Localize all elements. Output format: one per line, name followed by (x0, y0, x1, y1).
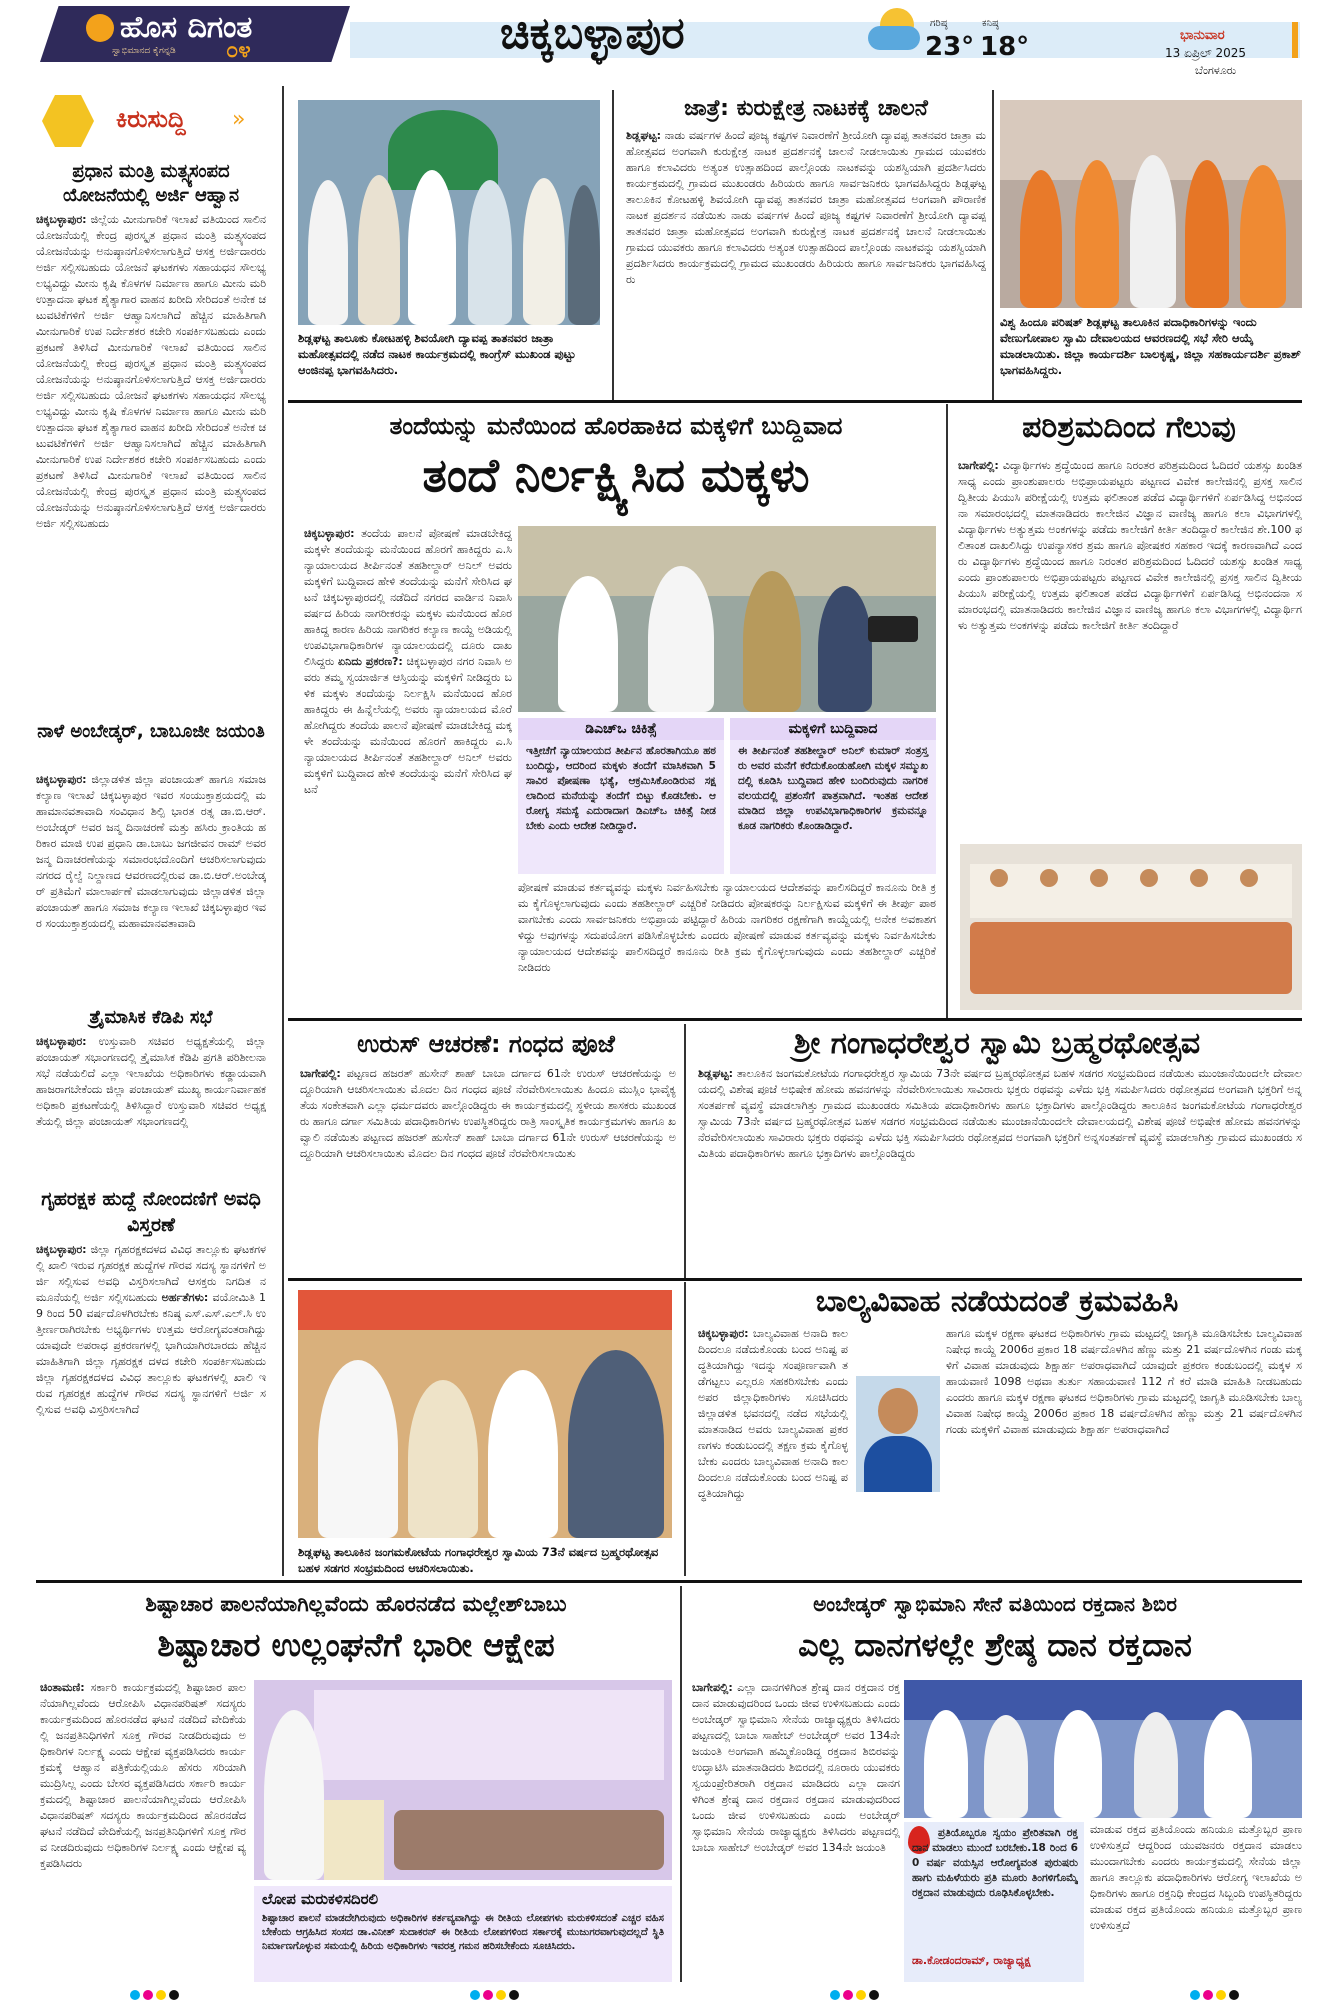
photo-caption: ಶಿಡ್ಲಘಟ್ಟ ತಾಲೂಕಿನ ಜಂಗಮಕೋಟೆಯ ಗಂಗಾಧರೇಶ್ವರ ಸ್ವಾಮಿಯ 73ನೆ ವರ್ಷದ ಬ್ರಹ್ಮರಥೋತ್ಸವ ಬಹಳ ಸಡಗರ ಸಂಭ್ರಮದಿಂದ ಆಚರಿಸಲಾಯಿತು. (298, 1545, 659, 1575)
reg-dot-magenta (143, 1990, 153, 2000)
person (318, 1360, 398, 1538)
person (468, 180, 512, 325)
max-temp-label: ಗರಿಷ್ಠ (930, 18, 948, 29)
column-divider (946, 404, 948, 1018)
person (523, 178, 565, 325)
story-body: ಬಾಗೇಪಲ್ಲಿ: ವಿದ್ಯಾರ್ಥಿಗಳು ಶ್ರದ್ಧೆಯಿಂದ ಹಾಗೂ ನಿರಂತರ ಪರಿಶ್ರಮದಿಂದ ಓದಿದರೆ ಯಶಸ್ಸು ಖಂಡಿತ ಸಾಧ್ಯ ಎಂದು ಪ್ರಾಂಶುಪಾಲರು ಅಭಿಪ್ರಾಯಪಟ್ಟರು ಪಟ್ಟಣದ ವಿವೇಕ ಕಾಲೇಜಿನಲ್ಲಿ ಪ್ರಸಕ್ತ ಸಾಲಿನ ದ್ವಿತೀಯ ಪಿಯುಸಿ ಪರೀಕ್ಷೆಯಲ್ಲಿ ಉತ್ತಮ ಫಲಿತಾಂಶ ಪಡೆದ ವಿದ್ಯಾರ್ಥಿಗಳಿಗೆ ಏರ್ಪಡಿಸಿದ್ದ ಅಭಿನಂದನಾ ಸಮಾರಂಭದಲ್ಲಿ ಮಾತನಾಡಿದರು ಕಾಲೇಜಿನ ವಿಜ್ಞಾನ ವಾಣಿಜ್ಯ ಹಾಗೂ ಕಲಾ ವಿಭಾಗಗಳಲ್ಲಿ ವಿದ್ಯಾರ್ಥಿಗಳು ಅತ್ಯುತ್ತಮ ಅಂಕಗಳನ್ನು ಪಡೆದು ಕಾಲೇಜಿಗೆ ಕೀರ್ತಿ ತಂದಿದ್ದಾರೆ ಕಾಲೇಜಿನ ಶೇ.100 ಫಲಿತಾಂಶ ದಾಖಲಿಸಿದ್ದು ಉಪನ್ಯಾಸಕರ ಶ್ರಮ ಹಾಗೂ ಪೋಷಕರ ಸಹಕಾರ ಇದಕ್ಕೆ ಕಾರಣವಾಗಿದೆ ಎಂದರು ವಿದ್ಯಾರ್ಥಿಗಳು ಶ್ರದ್ಧೆಯಿಂದ ಹಾಗೂ ನಿರಂತರ ಪರಿಶ್ರಮದಿಂದ ಓದಿದರೆ ಯಶಸ್ಸು ಖಂಡಿತ ಸಾಧ್ಯ ಎಂದು ಪ್ರಾಂಶುಪಾಲರು ಅಭಿಪ್ರಾಯಪಟ್ಟರು ಪಟ್ಟಣದ ವಿವೇಕ ಕಾಲೇಜಿನಲ್ಲಿ ಪ್ರಸಕ್ತ ಸಾಲಿನ ದ್ವಿತೀಯ ಪಿಯುಸಿ ಪರೀಕ್ಷೆಯಲ್ಲಿ ಉತ್ತಮ ಫಲಿತಾಂಶ ಪಡೆದ ವಿದ್ಯಾರ್ಥಿಗಳಿಗೆ ಏರ್ಪಡಿಸಿದ್ದ ಅಭಿನಂದನಾ ಸಮಾರಂಭದಲ್ಲಿ ಮಾತನಾಡಿದರು ಕಾಲೇಜಿನ ವಿಜ್ಞಾನ ವಾಣಿಜ್ಯ ಹಾಗೂ ಕಲಾ ವಿಭಾಗಗಳಲ್ಲಿ ವಿದ್ಯಾರ್ಥಿಗಳು ಅತ್ಯುತ್ತಮ ಅಂಕಗಳನ್ನು ಪಡೆದು ಕಾಲೇಜಿಗೆ ಕೀರ್ತಿ ತಂದಿದ್ದಾರೆ (958, 459, 1302, 632)
section-rule (36, 1580, 1302, 1583)
column-divider (684, 1024, 686, 1278)
min-temp: 18° (980, 32, 1030, 62)
bottom-kicker: ಶಿಷ್ಟಾಚಾರ ಪಾಲನೆಯಾಗಿಲ್ಲವೆಂದು ಹೊರನಡೆದ ಮಲ್ಲೇಶ್‌ಬಾಬು (145, 1592, 567, 1616)
person (488, 1370, 558, 1538)
reg-dot-black (509, 1990, 519, 2000)
bottom-headline: ಶಿಷ್ಟಾಚಾರ ಉಲ್ಲಂಘನೆಗೆ ಭಾರೀ ಆಕ್ಷೇಪ (157, 1626, 555, 1664)
lead-body: ಚಿಕ್ಕಬಳ್ಳಾಪುರ: ತಂದೆಯ ಪಾಲನೆ ಪೋಷಣೆ ಮಾಡಬೇಕಿದ್ದ ಮಕ್ಕಳೇ ತಂದೆಯನ್ನು ಮನೆಯಿಂದ ಹೊರಗೆ ಹಾಕಿದ್ದರು ಎ.ಸಿ ನ್ಯಾಯಾಲಯದ ತೀರ್ಪಿನಂತೆ ತಹಶೀಲ್ದಾರ್ ಅನಿಲ್ ಅವರು ಮಕ್ಕಳಿಗೆ ಬುದ್ದಿವಾದ ಹೇಳಿ ತಂದೆಯನ್ನು ಮನೆಗೆ ಸೇರಿಸಿದ ಘಟನೆ ಚಿಕ್ಕಬಳ್ಳಾಪುರದಲ್ಲಿ ನಡೆದಿದೆ ನಗರದ ವಾರ್ಡಿನ ನಿವಾಸಿ ವರ್ಷದ ಹಿರಿಯ ನಾಗರೀಕರನ್ನು ಮಕ್ಕಳು ಮನೆಯಿಂದ ಹೊರಹಾಕಿದ್ದ ಕಾರಣ ಹಿರಿಯ ನಾಗರಿಕರ ಕಲ್ಯಾಣ ಕಾಯ್ದೆ ಅಡಿಯಲ್ಲಿ ಉಪವಿಭಾಗಾಧಿಕಾರಿಗಳ ನ್ಯಾಯಾಲಯದಲ್ಲಿ ದೂರು ದಾಖಲಿಸಿದ್ದರು ಏನಿದು ಪ್ರಕರಣ?: ಚಿಕ್ಕಬಳ್ಳಾಪುರ ನಗರ ನಿವಾಸಿ ಅವರು ತಮ್ಮ ಸ್ವಯಾರ್ಜಿತ ಆಸ್ತಿಯನ್ನು ಮಕ್ಕಳಿಗೆ ನೀಡಿದ್ದರು ಬಳಿಕ ಮಕ್ಕಳು ತಂದೆಯನ್ನು ನಿರ್ಲಕ್ಷಿಸಿ ಮನೆಯಿಂದ ಹೊರಹಾಕಿದ್ದರು ಈ ಹಿನ್ನೆಲೆಯಲ್ಲಿ ಅವರು ನ್ಯಾಯಾಲಯದ ಮೊರೆ ಹೋಗಿದ್ದರು ತಂದೆಯ ಪಾಲನೆ ಪೋಷಣೆ ಮಾಡಬೇಕಿದ್ದ ಮಕ್ಕಳೇ ತಂದೆಯನ್ನು ಮನೆಯಿಂದ ಹೊರಗೆ ಹಾಕಿದ್ದರು ಎ.ಸಿ ನ್ಯಾಯಾಲಯದ ತೀರ್ಪಿನಂತೆ ತಹಶೀಲ್ದಾರ್ ಅನಿಲ್ ಅವರು ಮಕ್ಕಳಿಗೆ ಬುದ್ದಿವಾದ ಹೇಳಿ ತಂದೆಯನ್ನು ಮನೆಗೆ ಸೇರಿಸಿದ ಘಟನೆ (304, 527, 512, 796)
speaker (264, 1710, 324, 1880)
chevron-right-icon: » (232, 107, 246, 132)
front-row (970, 922, 1292, 994)
quote-box (904, 1822, 1084, 1982)
reg-dot-cyan (1190, 1990, 1200, 2000)
head (1240, 869, 1258, 887)
person (408, 170, 456, 325)
head (1190, 869, 1208, 887)
info-box-dho (518, 718, 724, 874)
bottom-headline: ಎಲ್ಲ ದಾನಗಳಲ್ಲೇ ಶ್ರೇಷ್ಠ ದಾನ ರಕ್ತದಾನ (798, 1626, 1192, 1664)
story-title: ಪರಿಶ್ರಮದಿಂದ ಗೆಲುವು (1022, 410, 1236, 445)
story-body: ಚಿಂತಾಮಣಿ: ಸರ್ಕಾರಿ ಕಾರ್ಯಕ್ರಮದಲ್ಲಿ ಶಿಷ್ಟಾಚಾರ ಪಾಲನೆಯಾಗಿಲ್ಲವೆಂದು ಆರೋಪಿಸಿ ವಿಧಾನಪರಿಷತ್ ಸದಸ್ಯರು ಕಾರ್ಯಕ್ರಮದಿಂದ ಹೊರನಡೆದ ಘಟನೆ ನಡೆದಿದೆ ವೇದಿಕೆಯಲ್ಲಿ ಜನಪ್ರತಿನಿಧಿಗಳಿಗೆ ಸೂಕ್ತ ಗೌರವ ನೀಡದಿರುವುದು ಅಧಿಕಾರಿಗಳ ನಿರ್ಲಕ್ಷ್ಯ ಎಂದು ಆಕ್ಷೇಪ ವ್ಯಕ್ತಪಡಿಸಿದರು ಕಾರ್ಯಕ್ರಮಕ್ಕೆ ಆಹ್ವಾನ ಪತ್ರಿಕೆಯಲ್ಲಿಯೂ ಹೆಸರು ಸರಿಯಾಗಿ ಮುದ್ರಿಸಿಲ್ಲ ಎಂದು ಬೇಸರ ವ್ಯಕ್ತಪಡಿಸಿದರು ಸರ್ಕಾರಿ ಕಾರ್ಯಕ್ರಮದಲ್ಲಿ ಶಿಷ್ಟಾಚಾರ ಪಾಲನೆಯಾಗಿಲ್ಲವೆಂದು ಆರೋಪಿಸಿ ವಿಧಾನಪರಿಷತ್ ಸದಸ್ಯರು ಕಾರ್ಯಕ್ರಮದಿಂದ ಹೊರನಡೆದ ಘಟನೆ ನಡೆದಿದೆ ವೇದಿಕೆಯಲ್ಲಿ ಜನಪ್ರತಿನಿಧಿಗಳಿಗೆ ಸೂಕ್ತ ಗೌರವ ನೀಡದಿರುವುದು ಅಧಿಕಾರಿಗಳ ನಿರ್ಲಕ್ಷ್ಯ ಎಂದು ಆಕ್ಷೇಪ ವ್ಯಕ್ತಪಡಿಸಿದರು (40, 1681, 246, 1870)
person (1134, 1712, 1178, 1818)
blood-donation-photo (904, 1680, 1302, 1818)
person (1130, 155, 1176, 308)
person (558, 576, 618, 712)
day-label: ಭಾನುವಾರ (1180, 28, 1225, 43)
head (878, 1388, 918, 1434)
lead-photo (518, 526, 936, 712)
box-title: ಲೋಪ ಮರುಕಳಿಸದಿರಲಿ (262, 1890, 379, 1908)
reg-dot-yellow (856, 1990, 866, 2000)
column-divider (680, 1586, 682, 1982)
reg-dot-yellow (496, 1990, 506, 2000)
photo-caption: ಶಿಡ್ಲಘಟ್ಟ ತಾಲೂಕು ಕೋಟಹಳ್ಳಿ ಶಿವಯೋಗಿ ದ್ಯಾವಪ್ಪ ತಾತನವರ ಜಾತ್ರಾ ಮಹೋತ್ಸವದಲ್ಲಿ ನಡೆದ ನಾಟಕ ಕಾರ್ಯಕ್ರಮದಲ್ಲಿ ಕಾಂಗ್ರೆಸ್ ಮುಖಂಡ ಪುಟ್ಟು ಆಂಜಿನಪ್ಪ ಭಾಗವಹಿಸಿದರು. (298, 331, 576, 377)
logo-flame-icon (86, 14, 114, 42)
kirusuddi-badge (36, 95, 256, 151)
person (568, 185, 600, 325)
vhp-photo (1000, 100, 1302, 308)
camera-icon (868, 616, 918, 642)
bottom-kicker: ಅಂಬೇಡ್ಕರ್ ಸ್ವಾಭಿಮಾನಿ ಸೇನೆ ವತಿಯಿಂದ ರಕ್ತದಾನ ಶಿಬಿರ (813, 1592, 1177, 1616)
story-body: ಬಾಗೇಪಲ್ಲಿ: ಎಲ್ಲಾ ದಾನಗಳಿಗಿಂತ ಶ್ರೇಷ್ಠ ದಾನ ರಕ್ತದಾನ ರಕ್ತದಾನ ಮಾಡುವುದರಿಂದ ಒಂದು ಜೀವ ಉಳಿಸಬಹುದು ಎಂದು ಅಂಬೇಡ್ಕರ್ ಸ್ವಾಭಿಮಾನಿ ಸೇನೆಯ ರಾಜ್ಯಾಧ್ಯಕ್ಷರು ತಿಳಿಸಿದರು ಪಟ್ಟಣದಲ್ಲಿ ಬಾಬಾ ಸಾಹೇಬ್ ಅಂಬೇಡ್ಕರ್ ಅವರ 134ನೇ ಜಯಂತಿ ಅಂಗವಾಗಿ ಹಮ್ಮಿಕೊಂಡಿದ್ದ ರಕ್ತದಾನ ಶಿಬಿರವನ್ನು ಉದ್ಘಾಟಿಸಿ ಮಾತನಾಡಿದರು ಶಿಬಿರದಲ್ಲಿ ನೂರಾರು ಯುವಕರು ಸ್ವಯಂಪ್ರೇರಿತರಾಗಿ ರಕ್ತದಾನ ಮಾಡಿದರು ಎಲ್ಲಾ ದಾನಗಳಿಗಿಂತ ಶ್ರೇಷ್ಠ ದಾನ ರಕ್ತದಾನ ರಕ್ತದಾನ ಮಾಡುವುದರಿಂದ ಒಂದು ಜೀವ ಉಳಿಸಬಹುದು ಎಂದು ಅಂಬೇಡ್ಕರ್ ಸ್ವಾಭಿಮಾನಿ ಸೇನೆಯ ರಾಜ್ಯಾಧ್ಯಕ್ಷರು ತಿಳಿಸಿದರು ಪಟ್ಟಣದಲ್ಲಿ ಬಾಬಾ ಸಾಹೇಬ್ ಅಂಬೇಡ್ಕರ್ ಅವರ 134ನೇ ಜಯಂತಿ (692, 1681, 900, 1854)
badge-label: ಕಿರುಸುದ್ದಿ (116, 105, 186, 133)
photo-caption: ವಿಶ್ವ ಹಿಂದೂ ಪರಿಷತ್ ಶಿಡ್ಲಘಟ್ಟ ತಾಲೂಕಿನ ಪದಾಧಿಕಾರಿಗಳನ್ನು ಇಂದು ವೇಣುಗೋಪಾಲ ಸ್ವಾಮಿ ದೇವಾಲಯದ ಆವರಣದಲ್ಲಿ ಸಭೆ ಸೇರಿ ಆಯ್ಕೆ ಮಾಡಲಾಯಿತು. ಜಿಲ್ಲಾ ಕಾರ್ಯದರ್ಶಿ ಬಾಲಕೃಷ್ಣ, ಜಿಲ್ಲಾ ಸಹಕಾರ್ಯದರ್ಶಿ ಪ್ರಕಾಶ್ ಭಾಗವಹಿಸಿದ್ದರು. (1000, 315, 1301, 377)
info-box-lapse (254, 1886, 672, 1982)
logo-tagline: ಸ್ವಾಭಿಮಾನದ ಕೈಗನ್ನಡಿ (112, 46, 176, 56)
person (308, 180, 348, 325)
registration-marks (0, 1988, 1339, 2004)
quote-text: ಪ್ರತಿಯೊಬ್ಬರೂ ಸ್ವಯಂ ಪ್ರೇರಿತವಾಗಿ ರಕ್ತದಾನ ಮಾಡಲು ಮುಂದೆ ಬರಬೇಕು.18 ರಿಂದ 60 ವರ್ಷ ವಯಸ್ಸಿನ ಆರೋಗ್ಯವಂತ ಪುರುಷರು ಹಾಗು ಮಹಿಳೆಯರು ಪ್ರತಿ ಮೂರು ತಿಂಗಳಿಗೊಮ್ಮೆ ರಕ್ತದಾನ ಮಾಡುವುದು ರೂಢಿಸಿಕೊಳ್ಳಬೇಕು. (912, 1827, 1078, 1899)
reg-dot-cyan (130, 1990, 140, 2000)
story-title: ಶ್ರೀ ಗಂಗಾಧರೇಶ್ವರ ಸ್ವಾಮಿ ಬ್ರಹ್ಮರಥೋತ್ಸವ (793, 1026, 1201, 1061)
city-title: ಚಿಕ್ಕಬಳ್ಳಾಪುರ (500, 8, 685, 59)
police-officer (743, 571, 801, 712)
box-text: ಈ ತೀರ್ಪಿನಂತೆ ತಹಶೀಲ್ದಾರ್ ಅನಿಲ್ ಕುಮಾರ್ ಸಂತ್ರಸ್ತರು ಅವರ ಮನೆಗೆ ಕರೆದುಕೊಂಡುಹೋಗಿ ಮಕ್ಕಳ ಸಮ್ಮುಖದಲ್ಲಿ ಕೂಡಿಸಿ ಬುದ್ದಿವಾದ ಹೇಳಿ ಬಂದಿರುವುದು ನಾಗರಿಕ ವಲಯದಲ್ಲಿ ಪ್ರಶಂಸೆಗೆ ಪಾತ್ರವಾಗಿದೆ. ಇಂತಹ ಆದೇಶ ಮಾಡಿದ ಜಿಲ್ಲಾ ಉಪವಿಭಾಗಾಧಿಕಾರಿಗಳ ಕ್ರಮವನ್ನೂ ಕೂಡ ನಾಗರಿಕರು ಕೊಂಡಾಡಿದ್ದಾರೆ. (738, 745, 928, 832)
audience-row (394, 1810, 664, 1870)
flower-garland (298, 1290, 672, 1330)
masthead-band (350, 22, 1300, 58)
reg-dot-black (1229, 1990, 1239, 2000)
reg-dot-magenta (843, 1990, 853, 2000)
reg-dot-cyan (830, 1990, 840, 2000)
story-title: ಬಾಲ್ಯವಿವಾಹ ನಡೆಯದಂತೆ ಕ್ರಮವಹಿಸಿ (815, 1284, 1179, 1319)
story-title: ಉರುಸ್ ಆಚರಣೆ: ಗಂಧದ ಪೂಜೆ (357, 1030, 615, 1058)
story-body: ಚಿಕ್ಕಬಳ್ಳಾಪುರ: ಜಿಲ್ಲಾ ಗೃಹರಕ್ಷಕದಳದ ವಿವಿಧ ತಾಲ್ಲೂಕು ಘಟಕಗಳಲ್ಲಿ ಖಾಲಿ ಇರುವ ಗೃಹರಕ್ಷಕ ಹುದ್ದೆಗಳ ಗೌರವ ಸದಸ್ಯ ಸ್ಥಾನಗಳಿಗೆ ಅರ್ಜಿ ಸಲ್ಲಿಸುವ ಅವಧಿ ವಿಸ್ತರಿಸಲಾಗಿದೆ ಆಸಕ್ತರು ನಿಗದಿತ ನಮೂನೆಯಲ್ಲಿ ಅರ್ಜಿ ಸಲ್ಲಿಸಬಹುದು ಅರ್ಹತೆಗಳು: ವಯೋಮಿತಿ 19 ರಿಂದ 50 ವರ್ಷದೊಳಗಿರಬೇಕು ಕನಿಷ್ಠ ಎಸ್.ಎಸ್.ಎಲ್.ಸಿ ಉತ್ತೀರ್ಣರಾಗಿರಬೇಕು ಅಭ್ಯರ್ಥಿಗಳು ಉತ್ತಮ ಆರೋಗ್ಯವಂತರಾಗಿದ್ದು ಯಾವುದೇ ಅಪರಾಧ ಪ್ರಕರಣಗಳಲ್ಲಿ ಭಾಗಿಯಾಗಿರಬಾರದು ಹೆಚ್ಚಿನ ಮಾಹಿತಿಗಾಗಿ ಜಿಲ್ಲಾ ಗೃಹರಕ್ಷಕ ದಳದ ಕಚೇರಿ ಸಂಪರ್ಕಿಸಬಹುದು ಜಿಲ್ಲಾ ಗೃಹರಕ್ಷಕದಳದ ವಿವಿಧ ತಾಲ್ಲೂಕು ಘಟಕಗಳಲ್ಲಿ ಖಾಲಿ ಇರುವ ಗೃಹರಕ್ಷಕ ಹುದ್ದೆಗಳ ಗೌರವ ಸದಸ್ಯ ಸ್ಥಾನಗಳಿಗೆ ಅರ್ಜಿ ಸಲ್ಲಿಸುವ ಅವಧಿ ವಿಸ್ತರಿಸಲಾಗಿದೆ (36, 1243, 266, 1416)
box-title: ಮಕ್ಕಳಿಗೆ ಬುದ್ದಿವಾದ (730, 718, 936, 740)
reg-dot-black (169, 1990, 179, 2000)
logo-text: ಹೊಸ ದಿಗಂತ (120, 10, 253, 45)
min-temp-label: ಕನಿಷ್ಠ (982, 18, 999, 29)
person (1185, 160, 1229, 308)
story-body: ಶಿಡ್ಲಘಟ್ಟ: ತಾಲೂಕಿನ ಜಂಗಮಕೋಟೆಯ ಗಂಗಾಧರೇಶ್ವರ ಸ್ವಾಮಿಯ 73ನೇ ವರ್ಷದ ಬ್ರಹ್ಮರಥೋತ್ಸವ ಬಹಳ ಸಡಗರ ಸಂಭ್ರಮದಿಂದ ನಡೆಯಿತು ಮುಂಜಾನೆಯಿಂದಲೇ ದೇವಾಲಯದಲ್ಲಿ ವಿಶೇಷ ಪೂಜೆ ಅಭಿಷೇಕ ಹೋಮ ಹವನಗಳನ್ನು ನೆರವೇರಿಸಲಾಯಿತು ಸಾವಿರಾರು ಭಕ್ತರು ರಥವನ್ನು ಎಳೆದು ಭಕ್ತಿ ಸಮರ್ಪಿಸಿದರು ರಥೋತ್ಸವದ ಅಂಗವಾಗಿ ಭಕ್ತರಿಗೆ ಅನ್ನಸಂತರ್ಪಣೆ ವ್ಯವಸ್ಥೆ ಮಾಡಲಾಗಿತ್ತು ಗ್ರಾಮದ ಮುಖಂಡರು ಸಮಿತಿಯ ಪದಾಧಿಕಾರಿಗಳು ಹಾಗೂ ಭಕ್ತಾದಿಗಳು ಪಾಲ್ಗೊಂಡಿದ್ದರು ತಾಲೂಕಿನ ಜಂಗಮಕೋಟೆಯ ಗಂಗಾಧರೇಶ್ವರ ಸ್ವಾಮಿಯ 73ನೇ ವರ್ಷದ ಬ್ರಹ್ಮರಥೋತ್ಸವ ಬಹಳ ಸಡಗರ ಸಂಭ್ರಮದಿಂದ ನಡೆಯಿತು ಮುಂಜಾನೆಯಿಂದಲೇ ದೇವಾಲಯದಲ್ಲಿ ವಿಶೇಷ ಪೂಜೆ ಅಭಿಷೇಕ ಹೋಮ ಹವನಗಳನ್ನು ನೆರವೇರಿಸಲಾಯಿತು ಸಾವಿರಾರು ಭಕ್ತರು ರಥವನ್ನು ಎಳೆದು ಭಕ್ತಿ ಸಮರ್ಪಿಸಿದರು ರಥೋತ್ಸವದ ಅಂಗವಾಗಿ ಭಕ್ತರಿಗೆ ಅನ್ನಸಂತರ್ಪಣೆ ವ್ಯವಸ್ಥೆ ಮಾಡಲಾಗಿತ್ತು ಗ್ರಾಮದ ಮುಖಂಡರು ಸಮಿತಿಯ ಪದಾಧಿಕಾರಿಗಳು ಹಾಗೂ ಭಕ್ತಾದಿಗಳು ಪಾಲ್ಗೊಂಡಿದ್ದರು (698, 1067, 1302, 1160)
story-title: ಜಾತ್ರೆ: ಕುರುಕ್ಷೇತ್ರ ನಾಟಕಕ್ಕೆ ಚಾಲನೆ (684, 96, 928, 121)
section-rule (288, 1278, 1302, 1281)
hand-icon (42, 95, 94, 147)
head (990, 869, 1008, 887)
lead-body-cont: ಪೋಷಣೆ ಮಾಡುವ ಕರ್ತವ್ಯವನ್ನು ಮಕ್ಕಳು ನಿರ್ವಹಿಸಬೇಕು ನ್ಯಾಯಾಲಯದ ಆದೇಶವನ್ನು ಪಾಲಿಸದಿದ್ದರೆ ಕಾನೂನು ರೀತಿ ಕ್ರಮ ಕೈಗೊಳ್ಳಲಾಗುವುದು ಎಂದು ತಹಶೀಲ್ದಾರ್ ಎಚ್ಚರಿಕೆ ನೀಡಿದರು ಪೋಷಕರನ್ನು ನಿರ್ಲಕ್ಷಿಸುವ ಮಕ್ಕಳಿಗೆ ಈ ತೀರ್ಪು ಪಾಠವಾಗಬೇಕು ಎಂದು ಸಾರ್ವಜನಿಕರು ಅಭಿಪ್ರಾಯ ಪಟ್ಟಿದ್ದಾರೆ ಹಿರಿಯ ನಾಗರಿಕರ ರಕ್ಷಣೆಗಾಗಿ ಕಾಯ್ದೆಯಲ್ಲಿ ಅನೇಕ ಅವಕಾಶಗಳಿದ್ದು ಅವುಗಳನ್ನು ಸದುಪಯೋಗ ಪಡಿಸಿಕೊಳ್ಳಬೇಕು ಎಂದರು ಪೋಷಣೆ ಮಾಡುವ ಕರ್ತವ್ಯವನ್ನು ಮಕ್ಕಳು ನಿರ್ವಹಿಸಬೇಕು ನ್ಯಾಯಾಲಯದ ಆದೇಶವನ್ನು ಪಾಲಿಸದಿದ್ದರೆ ಕಾನೂನು ರೀತಿ ಕ್ರಮ ಕೈಗೊಳ್ಳಲಾಗುವುದು ಎಂದು ತಹಶೀಲ್ದಾರ್ ಎಚ್ಚರಿಕೆ ನೀಡಿದರು (518, 881, 936, 974)
story-body-cont: ಹಾಗೂ ಮಕ್ಕಳ ರಕ್ಷಣಾ ಘಟಕದ ಅಧಿಕಾರಿಗಳು ಗ್ರಾಮ ಮಟ್ಟದಲ್ಲಿ ಜಾಗೃತಿ ಮೂಡಿಸಬೇಕು ಬಾಲ್ಯವಿವಾಹ ನಿಷೇಧ ಕಾಯ್ದೆ 2006ರ ಪ್ರಕಾರ 18 ವರ್ಷದೊಳಗಿನ ಹೆಣ್ಣು ಮತ್ತು 21 ವರ್ಷದೊಳಗಿನ ಗಂಡು ಮಕ್ಕಳಿಗೆ ವಿವಾಹ ಮಾಡುವುದು ಶಿಕ್ಷಾರ್ಹ ಅಪರಾಧವಾಗಿದೆ ಯಾವುದೇ ಪ್ರಕರಣ ಕಂಡುಬಂದಲ್ಲಿ ಮಕ್ಕಳ ಸಹಾಯವಾಣಿ 1098 ಅಥವಾ ತುರ್ತು ಸಹಾಯವಾಣಿ 112 ಗೆ ಕರೆ ಮಾಡಿ ಮಾಹಿತಿ ನೀಡಬಹುದು ಎಂದರು ಹಾಗೂ ಮಕ್ಕಳ ರಕ್ಷಣಾ ಘಟಕದ ಅಧಿಕಾರಿಗಳು ಗ್ರಾಮ ಮಟ್ಟದಲ್ಲಿ ಜಾಗೃತಿ ಮೂಡಿಸಬೇಕು ಬಾಲ್ಯವಿವಾಹ ನಿಷೇಧ ಕಾಯ್ದೆ 2006ರ ಪ್ರಕಾರ 18 ವರ್ಷದೊಳಗಿನ ಹೆಣ್ಣು ಮತ್ತು 21 ವರ್ಷದೊಳಗಿನ ಗಂಡು ಮಕ್ಕಳಿಗೆ ವಿವಾಹ ಮಾಡುವುದು ಶಿಕ್ಷಾರ್ಹ ಅಪರಾಧವಾಗಿದೆ (946, 1327, 1302, 1436)
section-rule (288, 1018, 1302, 1021)
story-body: ಚಿಕ್ಕಬಳ್ಳಾಪುರ: ಜಿಲ್ಲಾಡಳಿತ ಜಿಲ್ಲಾ ಪಂಚಾಯತ್ ಹಾಗೂ ಸಮಾಜ ಕಲ್ಯಾಣ ಇಲಾಖೆ ಚಿಕ್ಕಬಳ್ಳಾಪುರ ಇವರ ಸಂಯುಕ್ತಾಶ್ರಯದಲ್ಲಿ ಮಹಾಮಾನವತಾವಾದಿ ಸಂವಿಧಾನ ಶಿಲ್ಪಿ ಭಾರತ ರತ್ನ ಡಾ.ಬಿ.ಆರ್.ಅಂಬೇಡ್ಕರ್ ಅವರ ಜನ್ಮ ದಿನಾಚರಣೆ ಮತ್ತು ಹಸಿರು ಕ್ರಾಂತಿಯ ಹರಿಕಾರ ಮಾಜಿ ಉಪ ಪ್ರಧಾನಿ ಡಾ.ಬಾಬು ಜಗಜೀವನ ರಾಮ್ ಅವರ ಜನ್ಮ ದಿನಾಚರಣೆಯನ್ನು ಸಮಾರಂಭದೊಂದಿಗೆ ಆಚರಿಸಲಾಗುವುದು ನಗರದ ರೈಲ್ವೆ ನಿಲ್ದಾಣದ ಆವರಣದಲ್ಲಿರುವ ಡಾ.ಬಿ.ಆರ್.ಅಂಬೇಡ್ಕರ್ ಪ್ರತಿಮೆಗೆ ಮಾಲಾರ್ಪಣೆ ಮಾಡಲಾಗುವುದು ಜಿಲ್ಲಾಡಳಿತ ಜಿಲ್ಲಾ ಪಂಚಾಯತ್ ಹಾಗೂ ಸಮಾಜ ಕಲ್ಯಾಣ ಇಲಾಖೆ ಚಿಕ್ಕಬಳ್ಳಾಪುರ ಇವರ ಸಂಯುಕ್ತಾಶ್ರಯದಲ್ಲಿ ಮಹಾಮಾನವತಾವಾದಿ (36, 773, 266, 930)
person (1075, 160, 1119, 308)
person (1054, 1710, 1102, 1818)
story-body: ಚಿಕ್ಕಬಳ್ಳಾಪುರ: ಬಾಲ್ಯವಿವಾಹ ಅನಾದಿ ಕಾಲದಿಂದಲೂ ನಡೆದುಕೊಂಡು ಬಂದ ಅನಿಷ್ಟ ಪದ್ಧತಿಯಾಗಿದ್ದು ಇದನ್ನು ಸಂಪೂರ್ಣವಾಗಿ ತಡೆಗಟ್ಟಲು ಎಲ್ಲರೂ ಸಹಕರಿಸಬೇಕು ಎಂದು ಅಪರ ಜಿಲ್ಲಾಧಿಕಾರಿಗಳು ಸೂಚಿಸಿದರು ಜಿಲ್ಲಾಡಳಿತ ಭವನದಲ್ಲಿ ನಡೆದ ಸಭೆಯಲ್ಲಿ ಮಾತನಾಡಿದ ಅವರು ಬಾಲ್ಯವಿವಾಹ ಪ್ರಕರಣಗಳು ಕಂಡುಬಂದಲ್ಲಿ ತಕ್ಷಣ ಕ್ರಮ ಕೈಗೊಳ್ಳಬೇಕು ಎಂದರು ಬಾಲ್ಯವಿವಾಹ ಅನಾದಿ ಕಾಲದಿಂದಲೂ ನಡೆದುಕೊಂಡು ಬಂದ ಅನಿಷ್ಟ ಪದ್ಧತಿಯಾಗಿದ್ದು (698, 1327, 848, 1500)
box-text: ಇತ್ತೀಚೆಗೆ ನ್ಯಾಯಾಲಯದ ತೀರ್ಪಿನ ಹೊರತಾಗಿಯೂ ಹಠ ಬಂದಿದ್ದು, ಆದರಿಂದ ಮಕ್ಕಳು ತಂದೆಗೆ ಮಾಸಿಕವಾಗಿ 5 ಸಾವಿರ ಪೋಷಣಾ ಭತ್ಯೆ, ಆಕ್ರಮಿಸಿಕೊಂಡಿರುವ ಸಕ್ಷಲಾದಿಂದ ಮನೆಯನ್ನು ತಂದೆಗೆ ಬಿಟ್ಟು ಕೊಡಬೇಕು. ಆರೋಗ್ಯ ಸಮಸ್ಯೆ ಎದುರಾದಾಗ ಡಿಎಚ್ಒ ಚಿಕಿತ್ಸೆ ನೀಡಬೇಕು ಎಂದು ಆದೇಶ ನೀಡಿದ್ದಾರೆ. (526, 745, 716, 832)
column-divider (992, 90, 994, 400)
podium (324, 1800, 384, 1880)
box-title: ಡಿಎಚ್‌ಒ ಚಿಕಿತ್ಸೆ (518, 718, 724, 740)
lead-kicker: ತಂದೆಯನ್ನು ಮನೆಯಿಂದ ಹೊರಹಾಕಿದ ಮಕ್ಕಳಿಗೆ ಬುದ್ದಿವಾದ (389, 412, 843, 440)
jatre-photo (298, 100, 600, 325)
shirt (864, 1436, 932, 1492)
edition-label: ಬೆಂಗಳೂರು (1195, 64, 1237, 77)
page-number: ೦೪ (226, 38, 251, 63)
weather-cloud-icon (868, 26, 920, 50)
person (1204, 1710, 1252, 1818)
column-divider (612, 90, 614, 400)
person (408, 1380, 478, 1538)
story-body-cont: ಮಾಡುವ ರಕ್ತದ ಪ್ರತಿಯೊಂದು ಹನಿಯೂ ಮತ್ತೊಬ್ಬರ ಪ್ರಾಣ ಉಳಿಸುತ್ತದೆ ಆದ್ದರಿಂದ ಯುವಜನರು ರಕ್ತದಾನ ಮಾಡಲು ಮುಂದಾಗಬೇಕು ಎಂದರು ಕಾರ್ಯಕ್ರಮದಲ್ಲಿ ಸೇನೆಯ ಜಿಲ್ಲಾ ಹಾಗೂ ತಾಲ್ಲೂಕು ಪದಾಧಿಕಾರಿಗಳು ಆರೋಗ್ಯ ಇಲಾಖೆಯ ಅಧಿಕಾರಿಗಳು ಹಾಗೂ ರಕ್ತನಿಧಿ ಕೇಂದ್ರದ ಸಿಬ್ಬಂದಿ ಉಪಸ್ಥಿತರಿದ್ದರು ಮಾಡುವ ರಕ್ತದ ಪ್ರತಿಯೊಂದು ಹನಿಯೂ ಮತ್ತೊಬ್ಬರ ಪ್ರಾಣ ಉಳಿಸುತ್ತದೆ (1090, 1823, 1302, 1932)
lead-headline: ತಂದೆ ನಿರ್ಲಕ್ಷ್ಯಿಸಿದ ಮಕ್ಕಳು (422, 448, 810, 502)
column-divider (282, 86, 284, 1576)
story-body: ಶಿಡ್ಲಘಟ್ಟ: ನಾಡು ವರ್ಷಗಳ ಹಿಂದೆ ಪೂಜ್ಯ ಕಷ್ಟಗಳ ನಿವಾರಣೆಗೆ ಶ್ರೀಯೋಗಿ ದ್ಯಾವಪ್ಪ ತಾತನವರ ಜಾತ್ರಾ ಮಹೋತ್ಸವದ ಅಂಗವಾಗಿ ಕುರುಕ್ಷೇತ್ರ ನಾಟಕ ಪ್ರದರ್ಶನಕ್ಕೆ ಚಾಲನೆ ನೀಡಲಾಯಿತು ಗ್ರಾಮದ ಯುವಕರು ಹಾಗೂ ಕಲಾವಿದರು ಅತ್ಯಂತ ಉತ್ಸಾಹದಿಂದ ಪಾಲ್ಗೊಂಡು ನಾಟಕವನ್ನು ಯಶಸ್ವಿಯಾಗಿ ಪ್ರದರ್ಶಿಸಿದರು ಕಾರ್ಯಕ್ರಮದಲ್ಲಿ ಗ್ರಾಮದ ಮುಖಂಡರು ಹಿರಿಯರು ಹಾಗೂ ಸಾರ್ವಜನಿಕರು ಭಾಗವಹಿಸಿದ್ದರು ಶಿಡ್ಲಘಟ್ಟ ತಾಲೂಕಿನ ಕೋಟಹಳ್ಳಿ ಶಿವಯೋಗಿ ದ್ಯಾವಪ್ಪ ತಾತನವರ ಜಾತ್ರಾ ಮಹೋತ್ಸವದ ಅಂಗವಾಗಿ ಪೌರಾಣಿಕ ನಾಟಕ ಪ್ರದರ್ಶನ ನಡೆಯಿತು ನಾಡು ವರ್ಷಗಳ ಹಿಂದೆ ಪೂಜ್ಯ ಕಷ್ಟಗಳ ನಿವಾರಣೆಗೆ ಶ್ರೀಯೋಗಿ ದ್ಯಾವಪ್ಪ ತಾತನವರ ಜಾತ್ರಾ ಮಹೋತ್ಸವದ ಅಂಗವಾಗಿ ಕುರುಕ್ಷೇತ್ರ ನಾಟಕ ಪ್ರದರ್ಶನಕ್ಕೆ ಚಾಲನೆ ನೀಡಲಾಯಿತು ಗ್ರಾಮದ ಯುವಕರು ಹಾಗೂ ಕಲಾವಿದರು ಅತ್ಯಂತ ಉತ್ಸಾಹದಿಂದ ಪಾಲ್ಗೊಂಡು ನಾಟಕವನ್ನು ಯಶಸ್ವಿಯಾಗಿ ಪ್ರದರ್ಶಿಸಿದರು ಕಾರ್ಯಕ್ರಮದಲ್ಲಿ ಗ್ರಾಮದ ಮುಖಂಡರು ಹಿರಿಯರು ಹಾಗೂ ಸಾರ್ವಜನಿಕರು ಭಾಗವಹಿಸಿದ್ದರು (626, 129, 986, 286)
box-text: ಶಿಷ್ಟಾಚಾರ ಪಾಲನೆ ಮಾಡದೇಗಿರುವುದು ಅಧಿಕಾರಿಗಳ ಕರ್ತವ್ಯವಾಗಿದ್ದು ಈ ರೀತಿಯ ಲೋಪಗಳು ಮರುಕಳಿಸದಂತೆ ಎಚ್ಚರ ವಹಿಸಬೇಕೆಂದು ಆಗ್ರಹಿಸಿದ ಸಂಸದ ಡಾ.ವಿನೀತ್ ಸುದಾಕರನ್ ಈ ರೀತಿಯ ಲೋಪಗಳಿಂದ ಸರ್ಕಾರಕ್ಕೆ ಮುಜುಗರವಾಗುವುದಲ್ಲದೆ ಸ್ಥಿತಿ ನಿರ್ಮಾಣಗೊಳ್ಳುವ ಸಮಯಲ್ಲಿ ಹಿರಿಯ ಅಧಿಕಾರಿಗಳು ಇವರತ್ತ ಗಮನ ಹರಿಸಬೇಕೆಂದು ಸೂಚಿಸಿದರು. (262, 1913, 664, 1952)
info-box-advice (730, 718, 936, 874)
person (1240, 165, 1286, 308)
person (984, 1715, 1028, 1818)
head (1040, 869, 1058, 887)
reg-dot-cyan (470, 1990, 480, 2000)
person (568, 1350, 664, 1538)
reg-dot-magenta (483, 1990, 493, 2000)
stage-banner (314, 1690, 664, 1780)
left-column (36, 90, 276, 1570)
reg-dot-magenta (1203, 1990, 1213, 2000)
story-title: ನಾಳೆ ಅಂಬೇಡ್ಕರ್, ಬಾಬೂಜೀ ಜಯಂತಿ (37, 721, 265, 742)
reg-dot-yellow (156, 1990, 166, 2000)
ratha-photo (298, 1290, 672, 1538)
banner (904, 1680, 1302, 1720)
person (1020, 170, 1062, 308)
story-body: ಬಾಗೇಪಲ್ಲಿ: ಪಟ್ಟಣದ ಹಜರತ್ ಹುಸೇನ್ ಶಾಹ್ ಬಾಬಾ ದರ್ಗಾದ 61ನೇ ಉರುಸ್ ಆಚರಣೆಯನ್ನು ಅದ್ದೂರಿಯಾಗಿ ಆಚರಿಸಲಾಯಿತು ಮೊದಲ ದಿನ ಗಂಧದ ಪೂಜೆ ನೆರವೇರಿಸಲಾಯಿತು ಹಿಂದೂ ಮುಸ್ಲಿಂ ಭಾವೈಕ್ಯತೆಯ ಸಂಕೇತವಾಗಿ ಎಲ್ಲಾ ಧರ್ಮದವರು ಪಾಲ್ಗೊಂಡಿದ್ದರು ಈ ಕಾರ್ಯಕ್ರಮದಲ್ಲಿ ಸ್ಥಳೀಯ ಶಾಸಕರು ಮುಖಂಡರು ಹಾಗೂ ದರ್ಗಾ ಸಮಿತಿಯ ಪದಾಧಿಕಾರಿಗಳು ಉಪಸ್ಥಿತರಿದ್ದರು ರಾತ್ರಿ ಸಾಂಸ್ಕೃತಿಕ ಕಾರ್ಯಕ್ರಮಗಳು ಹಾಗೂ ಖವ್ವಾಲಿ ನಡೆಯಿತು ಪಟ್ಟಣದ ಹಜರತ್ ಹುಸೇನ್ ಶಾಹ್ ಬಾಬಾ ದರ್ಗಾದ 61ನೇ ಉರುಸ್ ಆಚರಣೆಯನ್ನು ಅದ್ದೂರಿಯಾಗಿ ಆಚರಿಸಲಾಯಿತು ಮೊದಲ ದಿನ ಗಂಧದ ಪೂಜೆ ನೆರವೇರಿಸಲಾಯಿತು (300, 1067, 676, 1160)
person (648, 566, 714, 712)
story-title: ಪ್ರಧಾನ ಮಂತ್ರಿ ಮತ್ಸ್ಯಸಂಪದ ಯೋಜನೆಯಲ್ಲಿ ಅರ್ಜಿ ಆಹ್ವಾನ (62, 161, 239, 206)
max-temp: 23° (925, 32, 975, 62)
quote-author: ಡಾ.ಕೋಡಂದರಾಮ್, ರಾಜ್ಯಾಧ್ಯಕ್ಷ (912, 1954, 1031, 1967)
person (818, 586, 872, 712)
students-photo (960, 844, 1302, 1010)
head (1140, 869, 1158, 887)
head (1090, 869, 1108, 887)
section-rule (288, 400, 1302, 403)
story-body: ಚಿಕ್ಕಬಳ್ಳಾಪುರ: ಉಸ್ತುವಾರಿ ಸಚಿವರ ಅಧ್ಯಕ್ಷತೆಯಲ್ಲಿ ಜಿಲ್ಲಾ ಪಂಚಾಯತ್ ಸಭಾಂಗಣದಲ್ಲಿ ತ್ರೈಮಾಸಿಕ ಕೆಡಿಪಿ ಪ್ರಗತಿ ಪರಿಶೀಲನಾ ಸಭೆ ನಡೆಯಲಿದೆ ಎಲ್ಲಾ ಇಲಾಖೆಯ ಅಧಿಕಾರಿಗಳು ಕಡ್ಡಾಯವಾಗಿ ಹಾಜರಾಗಬೇಕೆಂದು ಜಿಲ್ಲಾ ಪಂಚಾಯತ್ ಮುಖ್ಯ ಕಾರ್ಯನಿರ್ವಾಹಕ ಅಧಿಕಾರಿ ಪ್ರಕಟಣೆಯಲ್ಲಿ ತಿಳಿಸಿದ್ದಾರೆ ಉಸ್ತುವಾರಿ ಸಚಿವರ ಅಧ್ಯಕ್ಷತೆಯಲ್ಲಿ ಜಿಲ್ಲಾ ಪಂಚಾಯತ್ ಸಭಾಂಗಣದಲ್ಲಿ (36, 1035, 266, 1128)
masthead-accent-bar (1292, 22, 1298, 58)
stage-photo (254, 1680, 672, 1880)
person (358, 175, 400, 325)
reg-dot-yellow (1216, 1990, 1226, 2000)
masthead (0, 0, 1339, 77)
story-title: ತ್ರೈಮಾಸಿಕ ಕೆಡಿಪಿ ಸಭೆ (89, 1007, 213, 1028)
story-title: ಗೃಹರಕ್ಷಕ ಹುದ್ದೆ ನೋಂದಣಿಗೆ ಅವಧಿ ವಿಸ್ತರಣೆ (41, 1188, 261, 1236)
official-portrait (856, 1376, 940, 1492)
person (924, 1710, 968, 1818)
reg-dot-black (869, 1990, 879, 2000)
story-body: ಚಿಕ್ಕಬಳ್ಳಾಪುರ: ಜಿಲ್ಲೆಯ ಮೀನುಗಾರಿಕೆ ಇಲಾಖೆ ವತಿಯಿಂದ ಸಾಲಿನ ಯೋಜನೆಯಲ್ಲಿ ಕೇಂದ್ರ ಪುರಸ್ಕೃತ ಪ್ರಧಾನ ಮಂತ್ರಿ ಮತ್ಸ್ಯಸಂಪದ ಯೋಜನೆಯನ್ನು ಅನುಷ್ಠಾನಗೊಳಿಸಲಾಗುತ್ತಿದೆ ಆಸಕ್ತ ಅರ್ಜಿದಾರರು ಅರ್ಜಿ ಸಲ್ಲಿಸಬಹುದು ಯೋಜನೆ ಘಟಕಗಳು ಸಹಾಯಧನ ಸೌಲಭ್ಯ ಲಭ್ಯವಿದ್ದು ಮೀನು ಕೃಷಿ ಕೊಳಗಳ ನಿರ್ಮಾಣ ಹಾಗೂ ಮೀನು ಮರಿ ಉತ್ಪಾದನಾ ಘಟಕ ಶೈತ್ಯಾಗಾರ ವಾಹನ ಖರೀದಿ ಸೇರಿದಂತೆ ಅನೇಕ ಚಟುವಟಿಕೆಗಳಿಗೆ ಅರ್ಜಿ ಆಹ್ವಾನಿಸಲಾಗಿದೆ ಹೆಚ್ಚಿನ ಮಾಹಿತಿಗಾಗಿ ಮೀನುಗಾರಿಕೆ ಉಪ ನಿರ್ದೇಶಕರ ಕಚೇರಿ ಸಂಪರ್ಕಿಸಬಹುದು ಎಂದು ಪ್ರಕಟಣೆ ತಿಳಿಸಿದೆ ಮೀನುಗಾರಿಕೆ ಇಲಾಖೆ ವತಿಯಿಂದ ಸಾಲಿನ ಯೋಜನೆಯಲ್ಲಿ ಕೇಂದ್ರ ಪುರಸ್ಕೃತ ಪ್ರಧಾನ ಮಂತ್ರಿ ಮತ್ಸ್ಯಸಂಪದ ಯೋಜನೆಯನ್ನು ಅನುಷ್ಠಾನಗೊಳಿಸಲಾಗುತ್ತಿದೆ ಆಸಕ್ತ ಅರ್ಜಿದಾರರು ಅರ್ಜಿ ಸಲ್ಲಿಸಬಹುದು ಯೋಜನೆ ಘಟಕಗಳು ಸಹಾಯಧನ ಸೌಲಭ್ಯ ಲಭ್ಯವಿದ್ದು ಮೀನು ಕೃಷಿ ಕೊಳಗಳ ನಿರ್ಮಾಣ ಹಾಗೂ ಮೀನು ಮರಿ ಉತ್ಪಾದನಾ ಘಟಕ ಶೈತ್ಯಾಗಾರ ವಾಹನ ಖರೀದಿ ಸೇರಿದಂತೆ ಅನೇಕ ಚಟುವಟಿಕೆಗಳಿಗೆ ಅರ್ಜಿ ಆಹ್ವಾನಿಸಲಾಗಿದೆ ಹೆಚ್ಚಿನ ಮಾಹಿತಿಗಾಗಿ ಮೀನುಗಾರಿಕೆ ಉಪ ನಿರ್ದೇಶಕರ ಕಚೇರಿ ಸಂಪರ್ಕಿಸಬಹುದು ಎಂದು ಪ್ರಕಟಣೆ ತಿಳಿಸಿದೆ ಮೀನುಗಾರಿಕೆ ಇಲಾಖೆ ವತಿಯಿಂದ ಸಾಲಿನ ಯೋಜನೆಯಲ್ಲಿ ಕೇಂದ್ರ ಪುರಸ್ಕೃತ ಪ್ರಧಾನ ಮಂತ್ರಿ ಮತ್ಸ್ಯಸಂಪದ ಯೋಜನೆಯನ್ನು ಅನುಷ್ಠಾನಗೊಳಿಸಲಾಗುತ್ತಿದೆ ಆಸಕ್ತ ಅರ್ಜಿದಾರರು ಅರ್ಜಿ ಸಲ್ಲಿಸಬಹುದು (36, 213, 266, 530)
column-divider (684, 1282, 686, 1576)
date-label: 13 ಏಪ್ರಿಲ್ 2025 (1165, 46, 1247, 60)
